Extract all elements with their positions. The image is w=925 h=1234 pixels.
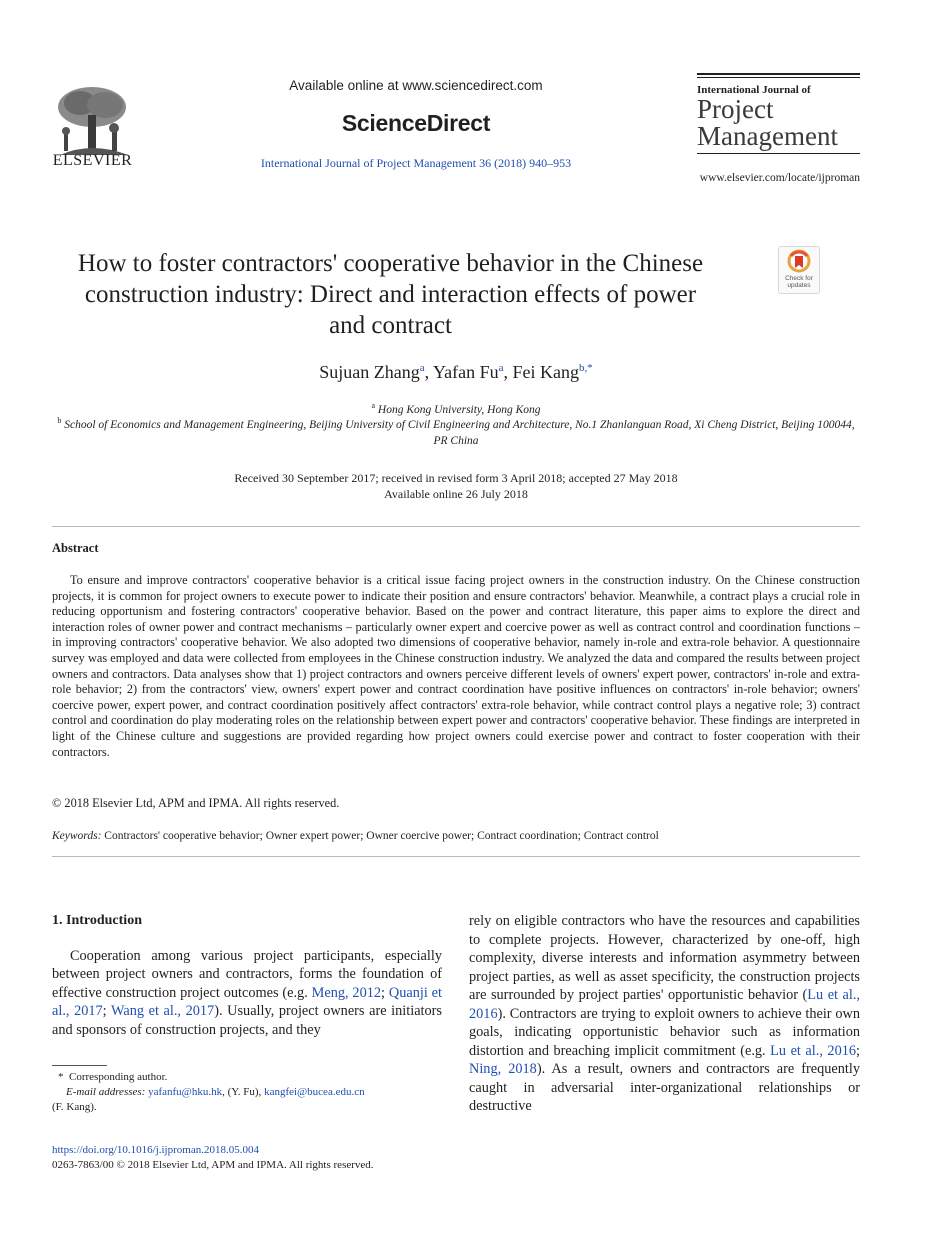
affiliation-text: Hong Kong University, Hong Kong [377,403,541,416]
check-for-updates-icon [779,247,819,275]
body-text: ). Contractors are trying to exploit owners to achieve their own goals, indicating opportunistic behavior such as information distortion and breaching implicit commitment (e.g. [469,1005,860,1059]
author-separator: , [503,362,513,382]
email-owner: , (Y. Fu), [222,1086,265,1098]
author-affiliation-mark: b,* [579,362,593,374]
journal-logo-line3: Management [697,121,838,151]
article-title [52,248,729,341]
title-line: construction industry: Direct and interaction effects of power [84,281,697,308]
doi-link[interactable]: https://doi.org/10.1016/j.ijproman.2018.05.004 [52,1144,259,1156]
footnote [52,1070,442,1115]
keywords [52,830,860,842]
affiliation-text: School of Economics and Management Engineering, Beijing University of Civil Engineering and Architecture, No.1 Zhanlanguan Road, Xi Cheng District, Beijing 100044, PR China [64,418,855,447]
abstract-heading: Abstract [52,541,99,555]
citation-link[interactable]: Meng, 2012 [311,984,382,1001]
journal-logo-line1: International Journal of [697,84,811,96]
affiliation-mark: a [371,401,376,410]
citation-link[interactable]: Lu et al., 2016 [469,987,860,1022]
citation-link[interactable]: Ning, 2018 [469,1061,537,1077]
available-online: Available online at www.sciencedirect.com [289,78,543,93]
body-paragraph [469,912,860,1116]
body-text: ). Usually, project owners are initiators and sponsors of construction projects, and they [52,1003,442,1038]
body-paragraph [52,947,442,1040]
citation-link[interactable]: Wang et al., 2017 [111,1003,215,1019]
keywords-list: Contractors' cooperative behavior; Owner expert power; Owner coercive power; Contract coordination; Contract control [104,830,659,842]
abstract-copyright: © 2018 Elsevier Ltd, APM and IPMA. All rights reserved. [52,796,340,810]
author-affiliation-mark: a [498,362,504,374]
citation-link[interactable]: Lu et al., 2016 [770,1042,857,1059]
journal-reference-link[interactable]: International Journal of Project Management 36 (2018) 940–953 [260,156,572,170]
affiliation-mark: b [57,416,62,425]
body-text: ; [856,1042,860,1059]
issn-copyright: 0263-7863/00 © 2018 Elsevier Ltd, APM and IPMA. All rights reserved. [52,1159,374,1171]
sciencedirect-logo[interactable]: ScienceDirect [341,110,491,136]
title-line: and contract [329,312,452,339]
footnote-rule [52,1065,107,1066]
corresponding-author-note: Corresponding author. [69,1071,168,1083]
affiliation-b [52,413,860,449]
available-online-date: Available online 26 July 2018 [384,487,528,501]
email-label: E-mail addresses: [66,1086,146,1098]
check-for-updates-label: Check for updates [785,275,813,289]
title-line: How to foster contractors' cooperative behavior in the Chinese [77,250,704,277]
body-text: ; [102,1003,111,1019]
body-text: ). As a result, owners and contractors are frequently caught in adversarial inter-organizational relationships or destructive [469,1061,860,1114]
body-text: Cooperation among various project participants, especially between project owners and contractors, forms the foundation of effective construction project outcomes (e.g. [52,947,442,1001]
check-for-updates-button[interactable] [778,246,820,294]
body-left-column [52,912,442,1039]
email-link[interactable]: yafanfu@hku.hk [148,1086,223,1098]
citation-link[interactable]: Quanji et al., 2017 [52,984,442,1019]
email-owner: (F. Kang). [52,1101,97,1113]
received-dates: Received 30 September 2017; received in revised form 3 April 2018; accepted 27 May 2018 [234,471,678,485]
divider [52,856,860,857]
journal-url[interactable]: www.elsevier.com/locate/ijproman [699,172,860,184]
author-name[interactable]: Sujuan Zhang [319,362,420,382]
footnote-mark: * [58,1071,64,1083]
article-history [52,470,860,502]
author-separator: , [424,362,433,382]
section-heading: 1. Introduction [52,913,142,928]
elsevier-wordmark: ELSEVIER [52,152,133,169]
journal-logo-line2: Project [697,94,774,124]
keywords-label: Keywords: [52,830,102,842]
email-link[interactable]: kangfei@bucea.edu.cn [264,1086,365,1098]
author-affiliation-mark: a [419,362,425,374]
journal-logo [697,73,860,156]
body-text: rely on eligible contractors who have the resources and capabilities to complete projects. However, characterized by one-off, high complexity, diverse interests and information asymmetry between project parties, as well as asset specificity, the construction projects are surrounded by project parties' opportunistic behavior ( [469,913,860,1003]
author-list [52,362,860,383]
abstract-text: To ensure and improve contractors' cooperative behavior is a critical issue facing project owners in the construction industry. On the Chinese construction projects, it is common for project owners to execute power to indicate their position and ensure contractors' behavior. Meanwhile, a contract plays a crucial role in reducing opportunism and fostering contractors' cooperative behavior. Based on the power and contract literature, this paper aims to explore the direct and interaction roles of owner power and contract mechanisms – particularly owner expert and coercive power as well as contract control and coordination functions – in improving contractors' cooperative behavior. We also adopted two dimensions of cooperative behavior, namely in-role and extra-role behavior. A questionnaire survey was employed and data were collected from employees in the Chinese construction industry. We analyzed the data and compared the results between project owners and contractors. Data analyses show that 1) project contractors and owners perceive different levels of owners' expert power, contractors' in-role and extra-role behavior; 2) from the contractors' view, owners' expert power and contract coordination have positive influences on contractors' in-role behavior; owners' coercive power, expert power, and contract coordination positively affect contractors' extra-role behavior, while contract control plays a negative role; 3) contract control and coordination do play moderating roles on the relationship between expert power and contractors' cooperative behavior. These findings are interpreted in light of the Chinese culture and suggestions are provided regarding how project owners could exercise power and contract to foster cooperation with their contractors. [52,573,860,759]
body-right-column [469,912,860,1116]
author-name[interactable]: Yafan Fu [432,362,499,382]
body-text: ; [381,984,389,1001]
divider [52,526,860,527]
author-name[interactable]: Fei Kang [512,362,580,382]
